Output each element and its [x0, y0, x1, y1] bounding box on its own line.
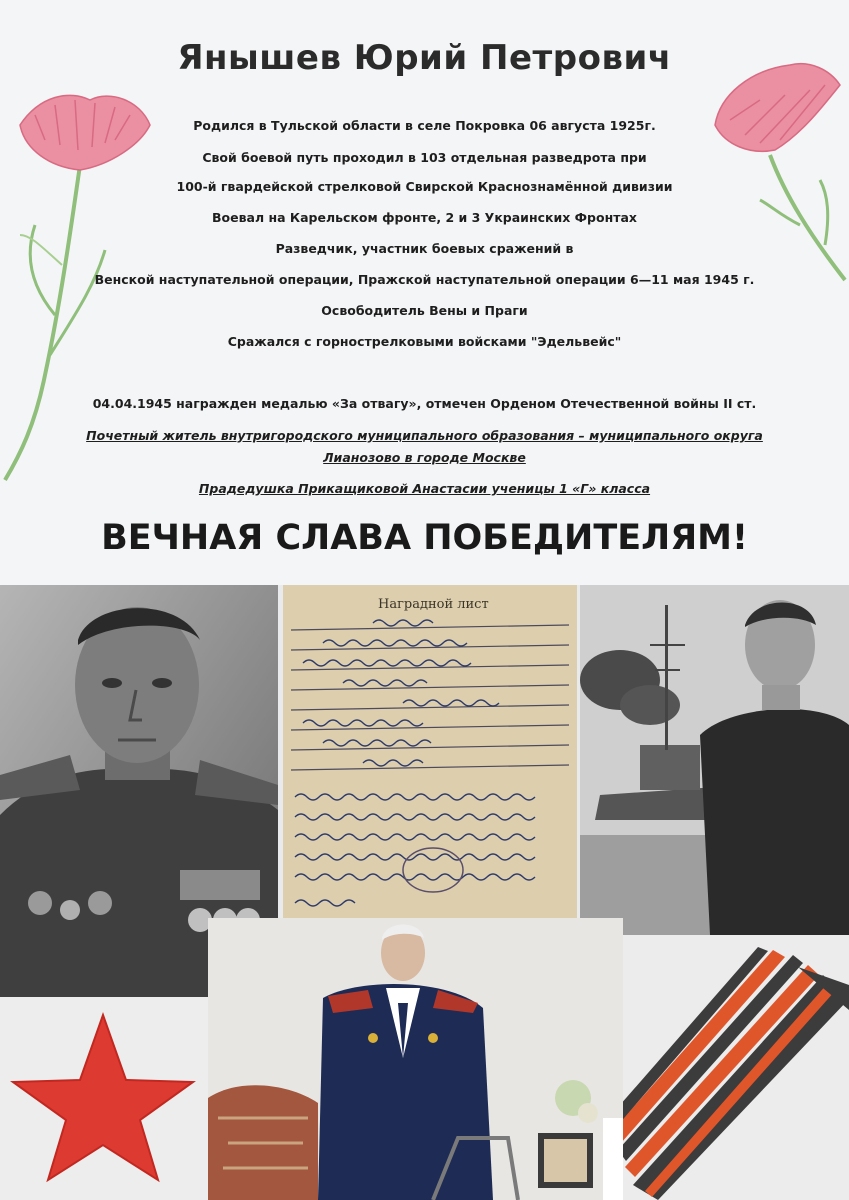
person-name-title: Янышев Юрий Петрович: [177, 38, 672, 78]
handwritten-entries-drawing: [283, 585, 577, 918]
red-star-drawing: [8, 1010, 198, 1185]
honorary-citizen-line-2: Лианозово в городе Москве: [323, 450, 526, 465]
bio-line-7: Освободитель Вены и Праги: [321, 303, 528, 318]
poster: [0, 0, 849, 585]
bio-line-3: 100-й гвардейской стрелковой Свирской Краснознамённой дивизии: [176, 179, 673, 194]
bio-line-4: Воевал на Карельском фронте, 2 и 3 Украинских Фронтах: [212, 210, 637, 225]
veteran-portrait-photo: [208, 918, 623, 1200]
bio-line-6: Венской наступательной операции, Пражской наступательной операции 6—11 мая 1945 г.: [94, 272, 755, 287]
bio-line-5: Разведчик, участник боевых сражений в: [275, 241, 574, 256]
bio-line-8: Сражался с горнострелковыми войсками "Эдельвейс": [227, 334, 622, 349]
award-sheet-document: [283, 585, 577, 918]
st-george-ribbon-drawing: [623, 935, 849, 1200]
award-line: 04.04.1945 награжден медалью «За отвагу», отмечен Орденом Отечественной войны II ст.: [92, 396, 757, 411]
relation-line: Прадедушка Прикащиковой Анастасии ученицы 1 «Г» класса: [198, 481, 651, 496]
right-carnation-drawing: [700, 55, 849, 295]
ship-and-officer-photo: [580, 585, 849, 935]
bio-line-2: Свой боевой путь проходил в 103 отдельная разведрота при: [202, 150, 647, 165]
award-sheet-heading: Наградной лист: [378, 597, 489, 612]
slogan: ВЕЧНАЯ СЛАВА ПОБЕДИТЕЛЯМ!: [101, 518, 748, 558]
bio-line-1: Родился в Тульской области в селе Покровка 06 августа 1925г.: [193, 118, 656, 133]
honorary-citizen-line-1: Почетный житель внутригородского муниципального образования – муниципального округа: [86, 428, 763, 443]
